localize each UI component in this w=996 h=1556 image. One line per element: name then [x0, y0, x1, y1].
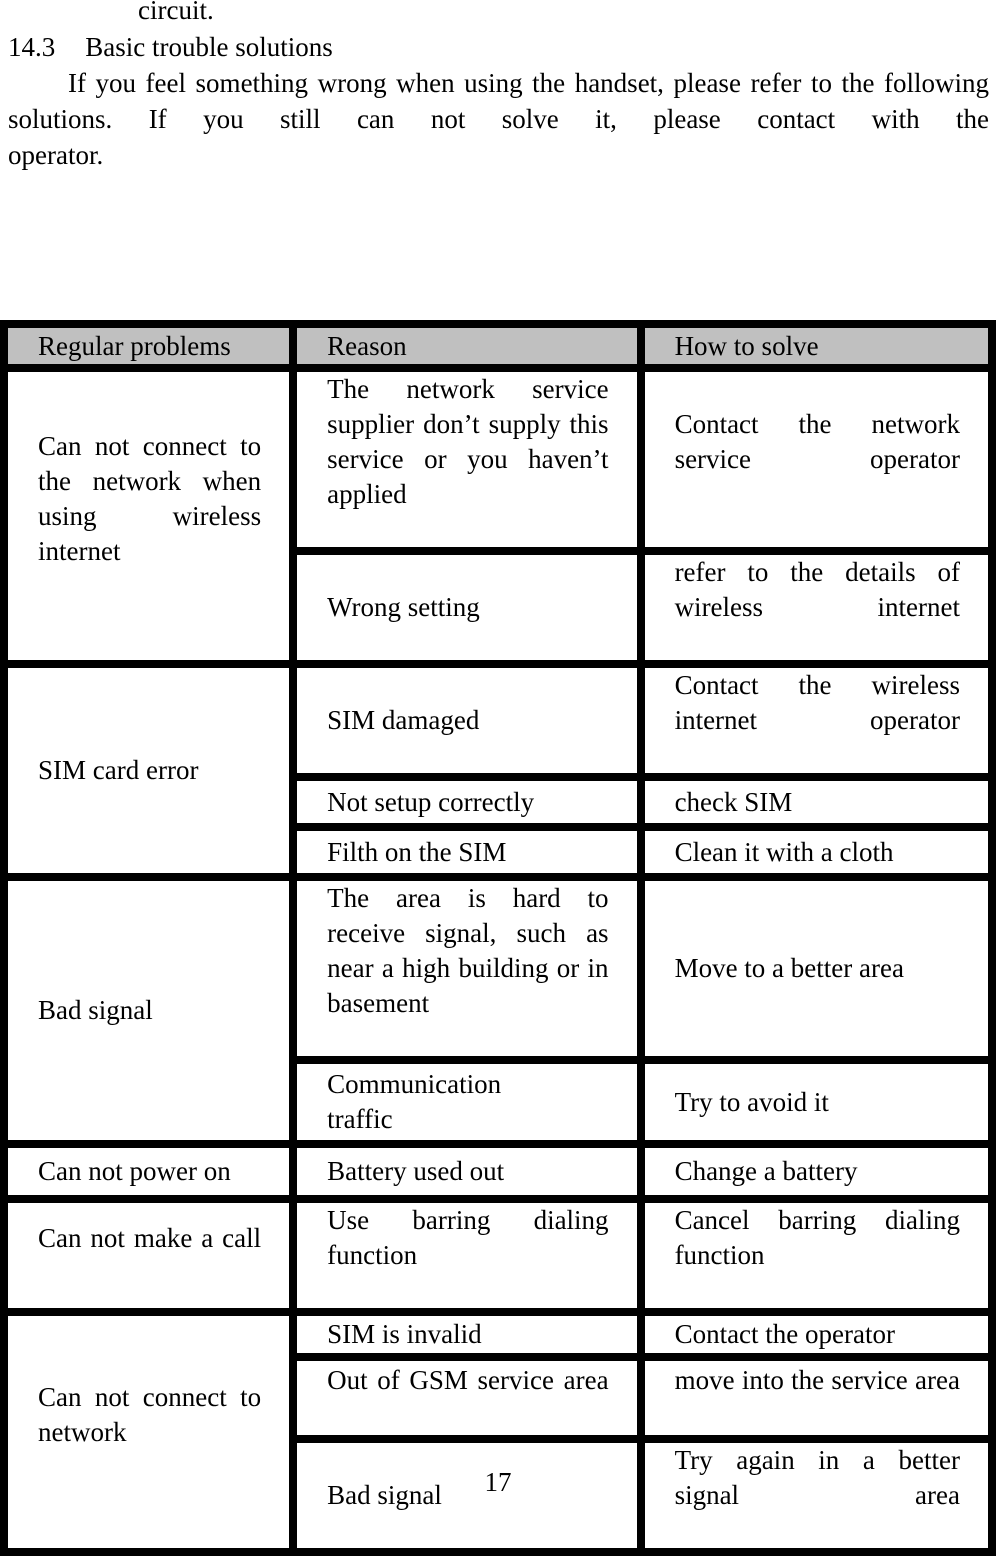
reason-cell: Not setup correctly	[297, 781, 636, 823]
problem-cell: SIM card error	[8, 668, 289, 873]
reason-cell: Out of GSM service area	[297, 1361, 636, 1435]
reason-cell: SIM damaged	[297, 668, 636, 773]
header-regular-problems: Regular problems	[8, 328, 289, 364]
reason-cell: The network service supplier don’t supply this service or you haven’t applied	[297, 372, 636, 547]
reason-cell: Wrong setting	[297, 555, 636, 660]
reason-cell: Communication traffic	[297, 1064, 636, 1140]
table-row	[8, 881, 988, 1056]
problem-cell: Can not connect to the network when using wireless internet	[8, 372, 289, 660]
reason-cell: Use barring dialing function	[297, 1203, 636, 1308]
solution-cell: refer to the details of wireless internet	[645, 555, 988, 660]
solution-cell: Contact the wireless internet operator	[645, 668, 988, 773]
table-row	[8, 1203, 988, 1308]
reason-cell: Filth on the SIM	[297, 831, 636, 873]
reason-cell: SIM is invalid	[297, 1316, 636, 1353]
table-row	[8, 1148, 988, 1195]
table-row	[8, 372, 988, 547]
table-header-row	[8, 328, 988, 364]
section-heading	[8, 29, 333, 65]
reason-cell: Battery used out	[297, 1148, 636, 1195]
problem-cell: Bad signal	[8, 881, 289, 1140]
solution-cell: Contact the network service operator	[645, 372, 988, 547]
problem-cell: Can not make a call	[8, 1203, 289, 1308]
solution-cell: Change a battery	[645, 1148, 988, 1195]
table-row	[8, 1316, 988, 1353]
reason-cell: The area is hard to receive signal, such as near a high building or in basement	[297, 881, 636, 1056]
solution-cell: move into the service area	[645, 1361, 988, 1435]
page-number: 17	[484, 1467, 512, 1497]
solution-cell: Try to avoid it	[645, 1064, 988, 1140]
reason-cell: Bad signal	[297, 1443, 636, 1548]
intro-paragraph: If you feel something wrong when using the handset, please refer to the following solutions. If you still can not solve it, please contact with the	[8, 68, 989, 134]
problem-cell: Can not power on	[8, 1148, 289, 1195]
trouble-solutions-table	[0, 320, 996, 1556]
solution-cell: Move to a better area	[645, 881, 988, 1056]
previous-page-fragment: circuit.	[138, 0, 214, 25]
table-row	[8, 668, 988, 773]
intro-paragraph-end: operator.	[8, 140, 104, 170]
solution-cell: Clean it with a cloth	[645, 831, 988, 873]
solution-cell: Try again in a better signal area	[645, 1443, 988, 1548]
section-title: Basic trouble solutions	[85, 32, 333, 62]
solution-cell: Contact the operator	[645, 1316, 988, 1353]
solution-cell: Cancel barring dialing function	[645, 1203, 988, 1308]
section-number: 14.3	[8, 32, 56, 62]
solution-cell: check SIM	[645, 781, 988, 823]
problem-cell: Can not connect to network	[8, 1316, 289, 1548]
header-how-to-solve: How to solve	[645, 328, 988, 364]
header-reason: Reason	[297, 328, 636, 364]
